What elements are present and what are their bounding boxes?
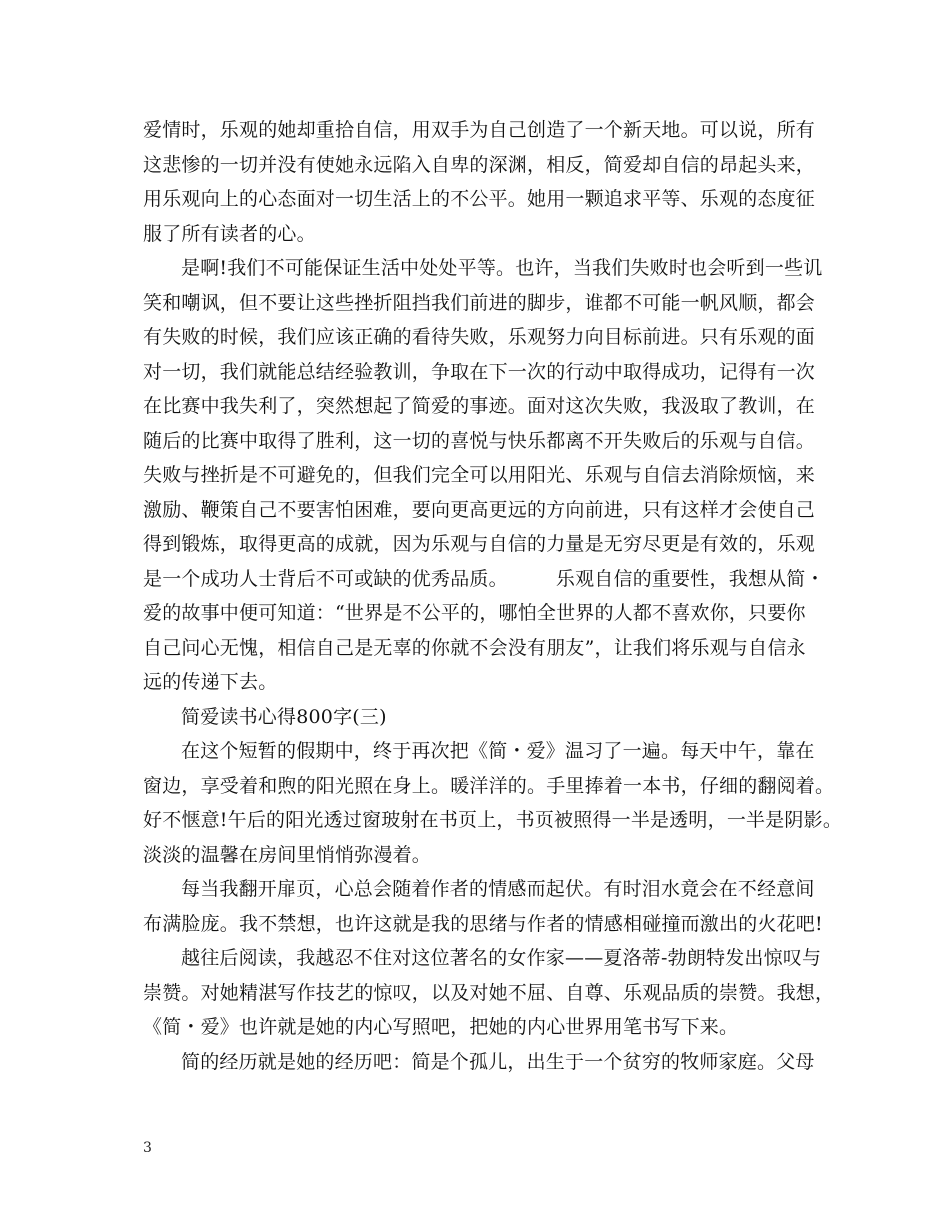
text-line: 《简・爱》也许就是她的内心写照吧，把她的内心世界用笔书写下来。 (143, 1016, 739, 1038)
text-line: 爱的故事中便可知道：“世界是不公平的，哪怕全世界的人都不喜欢你，只要你 (143, 602, 806, 624)
text-line: 随后的比赛中取得了胜利，这一切的喜悦与快乐都离不开失败后的乐观与自信。 (143, 429, 816, 452)
text-line: 在这个短暂的假期中，终于再次把《简・爱》温习了一遍。每天中午，靠在 (181, 740, 815, 762)
text-line: 有失败的时候，我们应该正确的看待失败，乐观努力向目标前进。只有乐观的面 (143, 326, 816, 348)
text-line: 对一切，我们就能总结经验教训，争取在下一次的行动中取得成功，记得有一次 (143, 360, 816, 383)
text-line: 简爱读书心得800字(三) (181, 705, 387, 728)
text-line: 越往后阅读，我越忍不住对这位著名的女作家——夏洛蒂-勃朗特发出惊叹与 (181, 947, 822, 969)
text-line: 爱情时，乐观的她却重拾自信，用双手为自己创造了一个新天地。可以说，所有 (143, 119, 816, 141)
document-body (143, 113, 843, 1079)
text-line: 布满脸庞。我不禁想，也许这就是我的思绪与作者的情感相碰撞而激出的火花吧! (143, 912, 823, 935)
text-line: 是一个成功人士背后不可或缺的优秀品质。 乐观自信的重要性，我想从简・ (143, 567, 825, 590)
text-line: 服了所有读者的心。 (143, 222, 316, 245)
page-number: 3 (143, 1140, 152, 1156)
text-line: 得到锻炼，取得更高的成就，因为乐观与自信的力量是无穷尽更是有效的，乐观 (143, 533, 816, 555)
text-line: 简的经历就是她的经历吧：简是个孤儿，出生于一个贫穷的牧师家庭。父母 (181, 1050, 815, 1073)
text-line: 远的传递下去。 (143, 671, 278, 693)
text-line: 用乐观向上的心态面对一切生活上的不公平。她用一颗追求平等、乐观的态度征 (143, 188, 816, 210)
text-line: 失败与挫折是不可避免的，但我们完全可以用阳光、乐观与自信去消除烦恼，来 (143, 464, 816, 486)
text-line: 激励、鞭策自己不要害怕困难，要向更高更远的方向前进，只有这样才会使自己 (143, 498, 816, 521)
text-line: 淡淡的温馨在房间里悄悄弥漫着。 (143, 843, 432, 866)
text-line: 崇赞。对她精湛写作技艺的惊叹，以及对她不屈、自尊、乐观品质的崇赞。我想， (143, 981, 835, 1004)
text-line: 每当我翻开扉页，心总会随着作者的情感而起伏。有时泪水竟会在不经意间 (181, 878, 815, 900)
text-line: 在比赛中我失利了，突然想起了简爱的事迹。面对这次失败，我汲取了教训，在 (143, 395, 816, 417)
text-line: 是啊!我们不可能保证生活中处处平等。也许，当我们失败时也会听到一些讥 (181, 257, 823, 279)
text-line: 好不惬意!午后的阳光透过窗玻射在书页上，书页被照得一半是透明，一半是阴影。 (143, 809, 843, 831)
text-line: 笑和嘲讽，但不要让这些挫折阻挡我们前进的脚步，谁都不可能一帆风顺，都会 (143, 291, 816, 314)
text-line: 自己问心无愧，相信自己是无辜的你就不会没有朋友”，让我们将乐观与自信永 (143, 636, 806, 659)
text-line: 这悲惨的一切并没有使她永远陷入自卑的深渊，相反，简爱却自信的昂起头来， (143, 153, 816, 176)
text-line: 窗边，享受着和煦的阳光照在身上。暖洋洋的。手里捧着一本书，仔细的翻阅着。 (143, 774, 835, 797)
